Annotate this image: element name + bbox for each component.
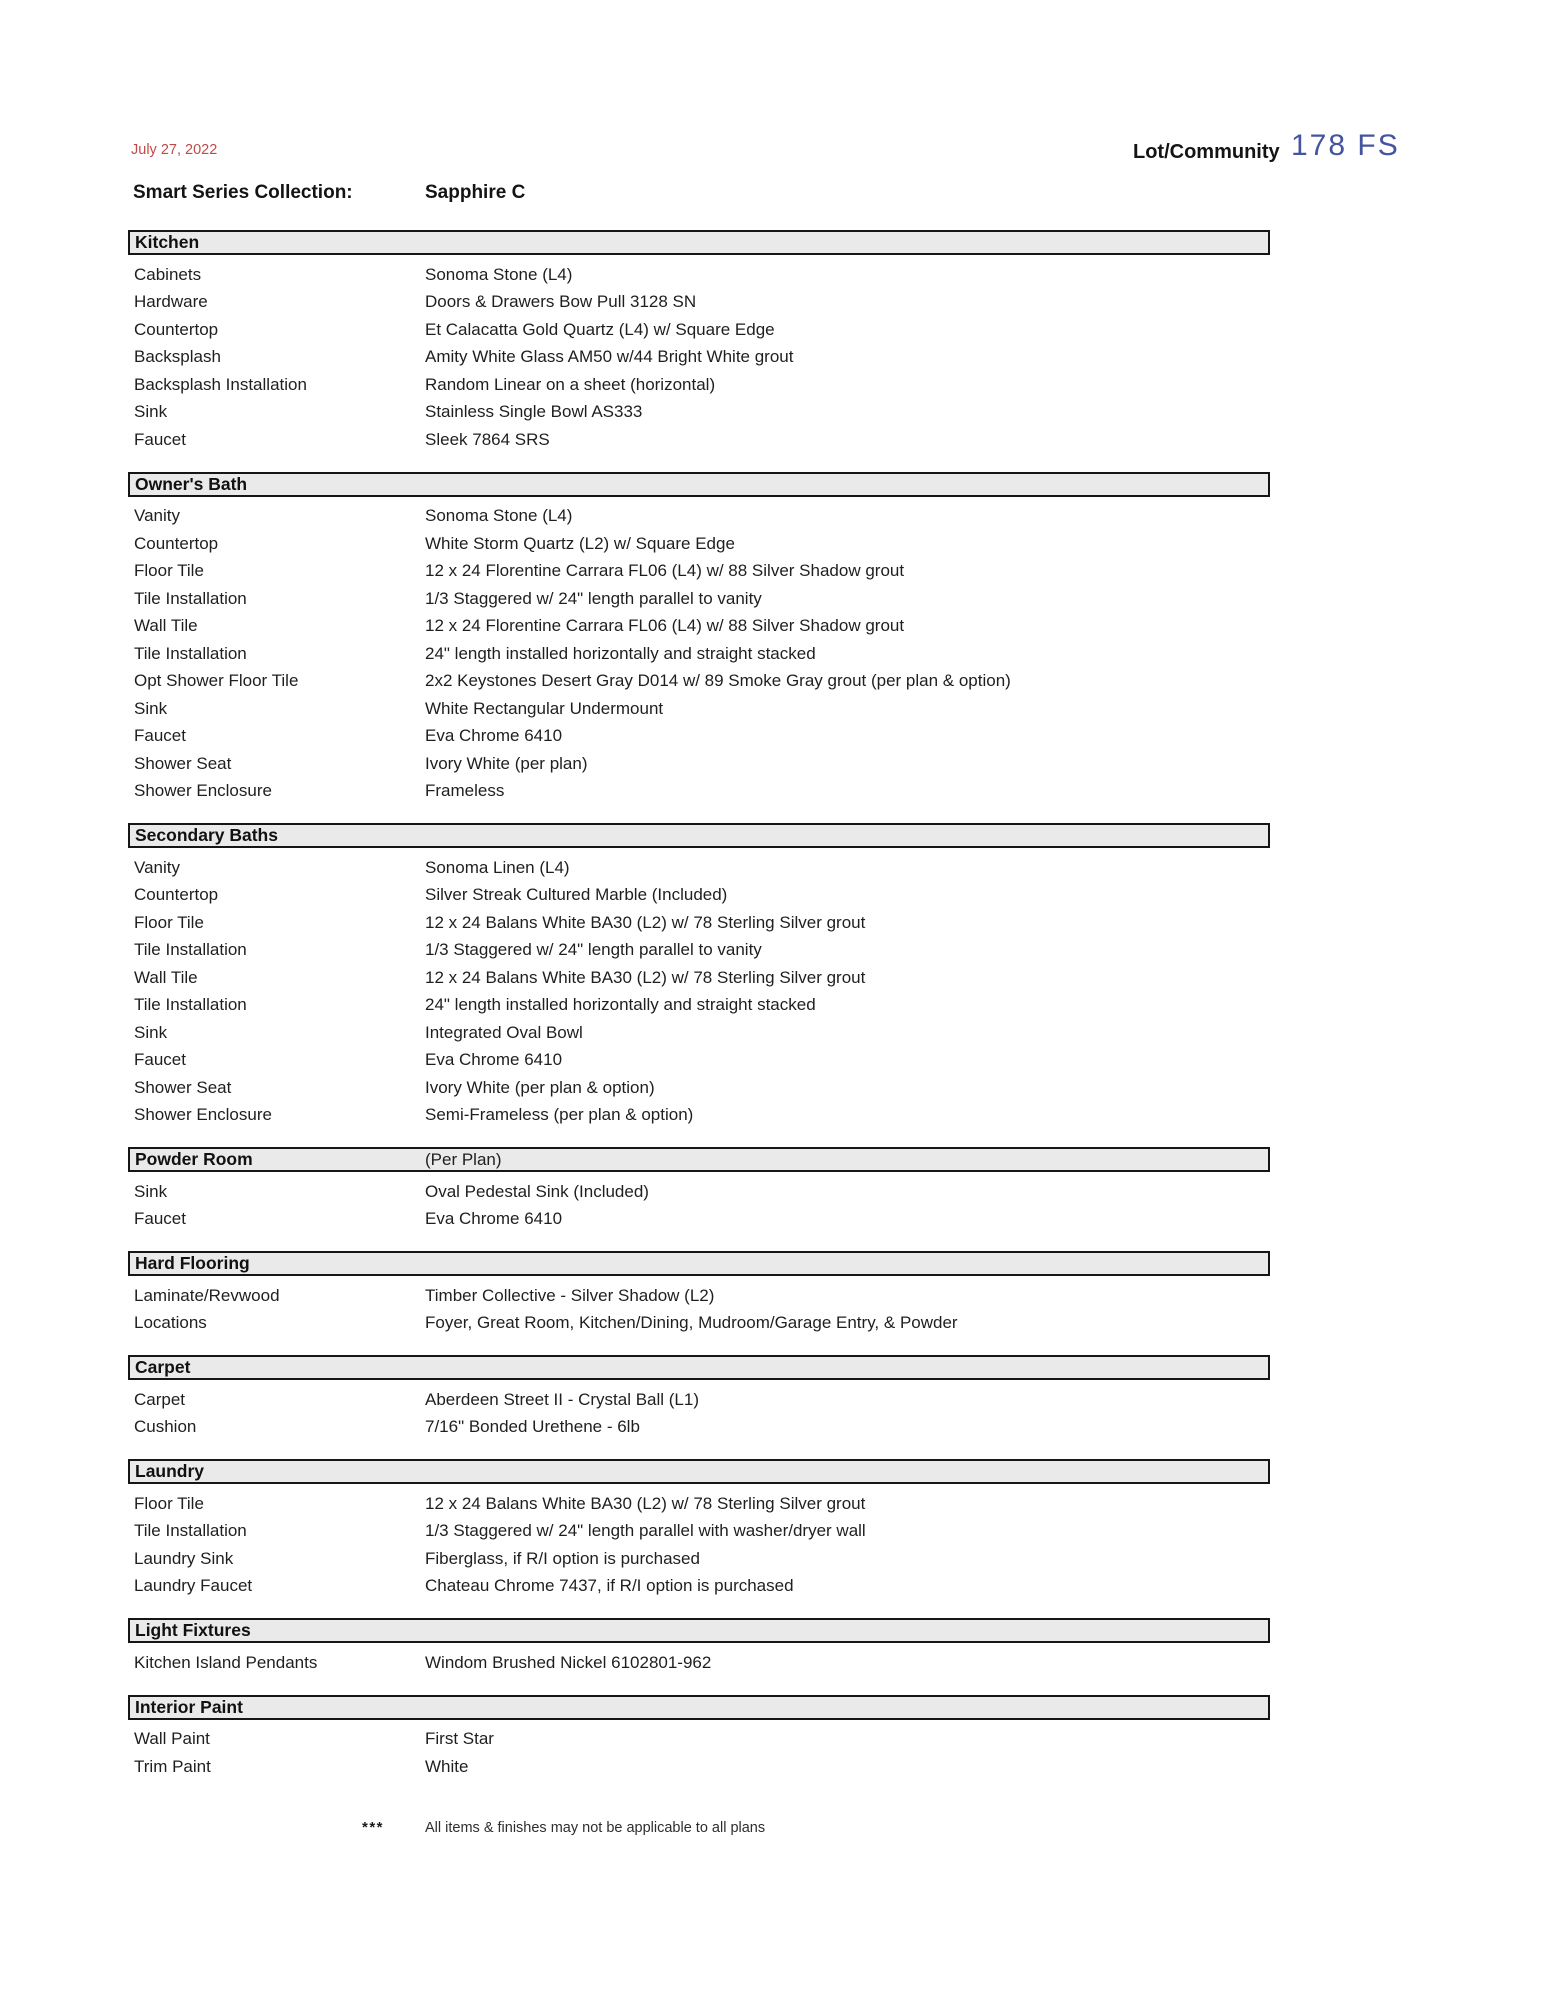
collection-label: Smart Series Collection: xyxy=(133,182,353,203)
spec-value: Eva Chrome 6410 xyxy=(425,1050,563,1070)
spec-value: White Storm Quartz (L2) w/ Square Edge xyxy=(425,533,735,553)
spec-row xyxy=(128,1102,1270,1130)
spec-row xyxy=(128,1726,1270,1754)
spec-row xyxy=(128,1386,1270,1414)
section-title: Kitchen xyxy=(135,232,200,252)
spec-row xyxy=(128,909,1270,937)
spec-row xyxy=(128,1178,1270,1206)
spec-value: Timber Collective - Silver Shadow (L2) xyxy=(425,1285,715,1305)
section-hard-flooring xyxy=(128,1251,1270,1337)
spec-label: Laminate/Revwood xyxy=(134,1285,280,1305)
spec-value: Sonoma Stone (L4) xyxy=(425,506,573,526)
section-rows xyxy=(128,1172,1270,1233)
spec-row xyxy=(128,585,1270,613)
section-rows xyxy=(128,1643,1270,1677)
section-rows xyxy=(128,1380,1270,1441)
section-rows xyxy=(128,1276,1270,1337)
spec-label: Vanity xyxy=(134,506,180,526)
spec-label: Shower Seat xyxy=(134,753,232,773)
footnote-marker: *** xyxy=(362,1819,385,1836)
spec-row xyxy=(128,1573,1270,1601)
spec-value: Silver Streak Cultured Marble (Included) xyxy=(425,885,728,905)
spec-label: Tile Installation xyxy=(134,940,247,960)
spec-label: Cushion xyxy=(134,1417,197,1437)
spec-label: Laundry Faucet xyxy=(134,1576,253,1596)
section-title: Secondary Baths xyxy=(135,825,278,845)
spec-row xyxy=(128,1753,1270,1781)
spec-row xyxy=(128,399,1270,427)
spec-value: Sonoma Stone (L4) xyxy=(425,264,573,284)
spec-row xyxy=(128,1518,1270,1546)
spec-label: Hardware xyxy=(134,292,208,312)
spec-row xyxy=(128,640,1270,668)
spec-row xyxy=(128,530,1270,558)
section-rows xyxy=(128,1720,1270,1781)
spec-value: Fiberglass, if R/I option is purchased xyxy=(425,1548,700,1568)
spec-row xyxy=(128,937,1270,965)
spec-value: 12 x 24 Balans White BA30 (L2) w/ 78 Sterling Silver grout xyxy=(425,1493,866,1513)
spec-value: 7/16" Bonded Urethene - 6lb xyxy=(425,1417,640,1437)
spec-value: Eva Chrome 6410 xyxy=(425,1209,563,1229)
section-header xyxy=(128,1618,1270,1643)
spec-label: Tile Installation xyxy=(134,588,247,608)
section-title: Interior Paint xyxy=(135,1696,243,1717)
spec-label: Countertop xyxy=(134,319,219,339)
spec-value: 2x2 Keystones Desert Gray D014 w/ 89 Smoke Gray grout (per plan & option) xyxy=(425,671,1011,691)
spec-label: Vanity xyxy=(134,857,180,877)
section-header xyxy=(128,1695,1270,1720)
spec-row xyxy=(128,316,1270,344)
section-header xyxy=(128,230,1270,255)
section-header xyxy=(128,472,1270,497)
section-carpet xyxy=(128,1355,1270,1441)
spec-label: Backsplash xyxy=(134,347,221,367)
spec-value: 1/3 Staggered w/ 24" length parallel to vanity xyxy=(425,588,762,608)
spec-sections xyxy=(128,230,1270,1799)
spec-row xyxy=(128,1310,1270,1338)
spec-label: Sink xyxy=(134,698,168,718)
spec-label: Floor Tile xyxy=(134,912,204,932)
spec-value: Windom Brushed Nickel 6102801-962 xyxy=(425,1652,712,1672)
spec-row xyxy=(128,668,1270,696)
spec-row xyxy=(128,1074,1270,1102)
spec-value: White xyxy=(425,1756,469,1776)
spec-label: Backsplash Installation xyxy=(134,374,307,394)
spec-label: Sink xyxy=(134,402,168,422)
spec-row xyxy=(128,1282,1270,1310)
spec-value: 12 x 24 Balans White BA30 (L2) w/ 78 Sterling Silver grout xyxy=(425,912,866,932)
spec-row xyxy=(128,854,1270,882)
spec-label: Wall Paint xyxy=(134,1729,210,1749)
spec-label: Trim Paint xyxy=(134,1756,211,1776)
spec-value: Integrated Oval Bowl xyxy=(425,1022,583,1042)
spec-row xyxy=(128,344,1270,372)
spec-value: Ivory White (per plan & option) xyxy=(425,1077,655,1097)
spec-row xyxy=(128,371,1270,399)
section-subtitle: (Per Plan) xyxy=(425,1149,502,1169)
spec-label: Faucet xyxy=(134,1209,186,1229)
spec-label: Sink xyxy=(134,1022,168,1042)
spec-row xyxy=(128,289,1270,317)
spec-value: 24" length installed horizontally and straight stacked xyxy=(425,643,816,663)
spec-label: Laundry Sink xyxy=(134,1548,234,1568)
spec-value: Amity White Glass AM50 w/44 Bright White grout xyxy=(425,347,794,367)
spec-value: Doors & Drawers Bow Pull 3128 SN xyxy=(425,292,697,312)
section-interior-paint xyxy=(128,1695,1270,1781)
spec-label: Wall Tile xyxy=(134,967,198,987)
spec-label: Faucet xyxy=(134,726,186,746)
spec-value: 12 x 24 Balans White BA30 (L2) w/ 78 Sterling Silver grout xyxy=(425,967,866,987)
section-kitchen xyxy=(128,230,1270,454)
spec-value: 12 x 24 Florentine Carrara FL06 (L4) w/ 88 Silver Shadow grout xyxy=(425,616,905,636)
spec-value: Aberdeen Street II - Crystal Ball (L1) xyxy=(425,1389,700,1409)
section-rows xyxy=(128,497,1270,806)
section-header xyxy=(128,1251,1270,1276)
spec-row xyxy=(128,882,1270,910)
section-title: Powder Room xyxy=(135,1149,253,1169)
spec-label: Cabinets xyxy=(134,264,202,284)
spec-value: First Star xyxy=(425,1729,494,1749)
section-title: Laundry xyxy=(135,1461,205,1481)
spec-row xyxy=(128,503,1270,531)
section-title: Light Fixtures xyxy=(135,1620,251,1640)
section-header xyxy=(128,1147,1270,1172)
spec-label: Floor Tile xyxy=(134,1493,204,1513)
spec-label: Opt Shower Floor Tile xyxy=(134,671,299,691)
spec-row xyxy=(128,426,1270,454)
spec-label: Countertop xyxy=(134,533,219,553)
spec-value: 24" length installed horizontally and straight stacked xyxy=(425,995,816,1015)
spec-row xyxy=(128,1019,1270,1047)
spec-row xyxy=(128,964,1270,992)
spec-label: Tile Installation xyxy=(134,643,247,663)
spec-label: Tile Installation xyxy=(134,995,247,1015)
spec-label: Shower Enclosure xyxy=(134,781,272,801)
lot-community-label: Lot/Community xyxy=(1133,141,1280,163)
spec-value: Sonoma Linen (L4) xyxy=(425,857,570,877)
spec-row xyxy=(128,1649,1270,1677)
spec-value: Chateau Chrome 7437, if R/I option is purchased xyxy=(425,1576,794,1596)
spec-value: 1/3 Staggered w/ 24" length parallel to vanity xyxy=(425,940,762,960)
spec-label: Countertop xyxy=(134,885,219,905)
spec-label: Faucet xyxy=(134,429,186,449)
spec-label: Wall Tile xyxy=(134,616,198,636)
spec-row xyxy=(128,1047,1270,1075)
spec-value: Foyer, Great Room, Kitchen/Dining, Mudroom/Garage Entry, & Powder xyxy=(425,1313,958,1333)
spec-value: Ivory White (per plan) xyxy=(425,753,588,773)
section-title: Owner's Bath xyxy=(135,473,248,494)
section-header xyxy=(128,1459,1270,1484)
spec-row xyxy=(128,1206,1270,1234)
spec-label: Kitchen Island Pendants xyxy=(134,1652,318,1672)
section-light-fixtures xyxy=(128,1618,1270,1677)
section-owner-s-bath xyxy=(128,472,1270,806)
spec-row xyxy=(128,723,1270,751)
section-header xyxy=(128,1355,1270,1380)
spec-label: Faucet xyxy=(134,1050,186,1070)
section-title: Hard Flooring xyxy=(135,1253,250,1273)
spec-label: Carpet xyxy=(134,1389,186,1409)
spec-value: Random Linear on a sheet (horizontal) xyxy=(425,374,716,394)
spec-row xyxy=(128,558,1270,586)
spec-row xyxy=(128,778,1270,806)
spec-label: Tile Installation xyxy=(134,1521,247,1541)
section-rows xyxy=(128,255,1270,454)
spec-row xyxy=(128,750,1270,778)
spec-value: Oval Pedestal Sink (Included) xyxy=(425,1181,649,1201)
collection-name: Sapphire C xyxy=(425,182,526,203)
spec-row xyxy=(128,1545,1270,1573)
section-laundry xyxy=(128,1459,1270,1600)
spec-value: Stainless Single Bowl AS333 xyxy=(425,402,643,422)
spec-label: Shower Seat xyxy=(134,1077,232,1097)
spec-row xyxy=(128,613,1270,641)
spec-row xyxy=(128,1490,1270,1518)
lot-community-value: 178 FS xyxy=(1291,129,1400,162)
document-date: July 27, 2022 xyxy=(131,142,218,158)
footnote xyxy=(128,1819,1270,1843)
footnote-text: All items & finishes may not be applicable to all plans xyxy=(425,1820,766,1836)
spec-value: Eva Chrome 6410 xyxy=(425,726,563,746)
spec-value: Semi-Frameless (per plan & option) xyxy=(425,1105,694,1125)
section-secondary-baths xyxy=(128,823,1270,1129)
spec-row xyxy=(128,992,1270,1020)
spec-row xyxy=(128,695,1270,723)
spec-value: 12 x 24 Florentine Carrara FL06 (L4) w/ 88 Silver Shadow grout xyxy=(425,561,905,581)
spec-label: Locations xyxy=(134,1313,207,1333)
spec-label: Shower Enclosure xyxy=(134,1105,272,1125)
spec-value: White Rectangular Undermount xyxy=(425,698,664,718)
spec-value: Frameless xyxy=(425,781,505,801)
spec-value: Et Calacatta Gold Quartz (L4) w/ Square Edge xyxy=(425,319,775,339)
spec-label: Sink xyxy=(134,1181,168,1201)
spec-row xyxy=(128,1414,1270,1442)
section-header xyxy=(128,823,1270,848)
spec-label: Floor Tile xyxy=(134,561,204,581)
section-rows xyxy=(128,1484,1270,1600)
spec-row xyxy=(128,261,1270,289)
section-rows xyxy=(128,848,1270,1129)
spec-value: 1/3 Staggered w/ 24" length parallel with washer/dryer wall xyxy=(425,1521,866,1541)
section-title: Carpet xyxy=(135,1357,191,1377)
section-powder-room xyxy=(128,1147,1270,1233)
spec-value: Sleek 7864 SRS xyxy=(425,429,550,449)
